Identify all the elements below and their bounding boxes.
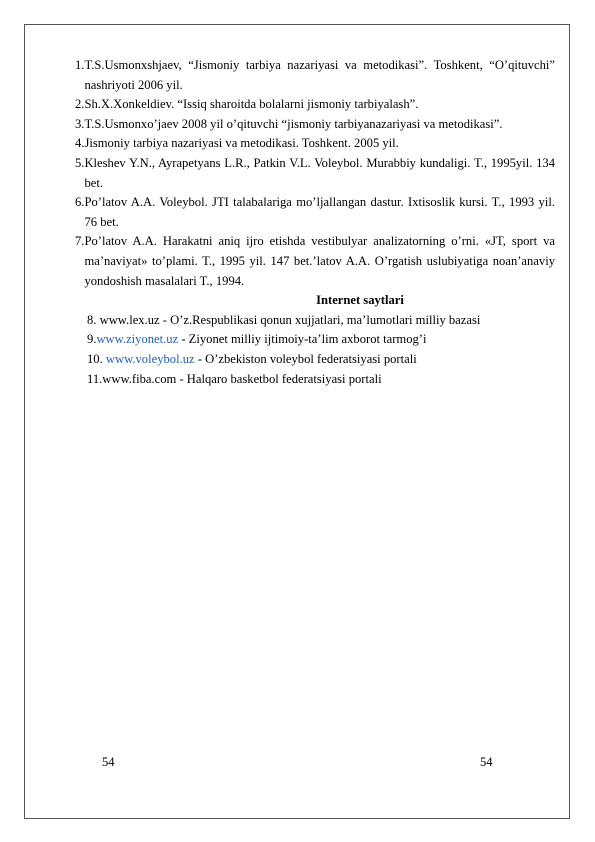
- reference-number: 7.: [75, 234, 85, 249]
- reference-item-2: [75, 95, 555, 115]
- reference-text: Po’latov A.A. Voleybol. JTI talabalariga mo’ljallangan dastur. Ixtisoslik kursi. T., 1993 yil. 76 bet.: [84, 195, 555, 229]
- reference-item-5: [75, 154, 555, 193]
- website-item-9: [75, 330, 555, 350]
- reference-number: 1.: [75, 58, 85, 72]
- reference-item-6: [75, 193, 555, 232]
- website-prefix: 8.: [87, 312, 100, 327]
- website-text: www.lex.uz - O’z.Respublikasi qonun xujjatlari, ma’lumotlari milliy bazasi: [99, 312, 481, 327]
- website-item-10: [75, 350, 555, 370]
- website-text: - O’zbekiston voleybol federatsiyasi portali: [194, 351, 417, 366]
- reference-item-3: [75, 115, 555, 135]
- website-prefix: 10.: [87, 351, 106, 366]
- reference-text: T.S.Usmonxshjaev, “Jismoniy tarbiya nazariyasi va metodikasi”. Toshkent, “O’qituvchi” nashriyoti 2006 yil.: [84, 58, 555, 92]
- website-text: www.fiba.com - Halqaro basketbol federatsiyasi portali: [102, 371, 382, 386]
- reference-number: 5.: [75, 155, 85, 170]
- reference-number: 3.: [75, 116, 85, 131]
- website-item-11: [75, 370, 555, 390]
- page-number-right: 54: [480, 755, 493, 769]
- reference-item-4: [75, 134, 555, 154]
- reference-item-7: [75, 232, 555, 291]
- ziyonet-link[interactable]: www.ziyonet.uz: [96, 332, 179, 347]
- reference-item-1: [75, 56, 555, 95]
- reference-text: Sh.X.Xonkeldiev. “Issiq sharoitda bolalarni jismoniy tarbiyalash”.: [84, 97, 419, 112]
- reference-text: Kleshev Y.N., Ayrapetyans L.R., Patkin V.L. Voleybol. Murabbiy kundaligi. T., 1995yil. 134 bet.: [84, 155, 555, 190]
- website-prefix: 9.: [87, 332, 97, 347]
- page-number-left: 54: [102, 755, 115, 769]
- website-text: - Ziyonet milliy ijtimoiy-ta’lim axborot tarmog’i: [178, 332, 427, 347]
- reference-number: 2.: [75, 97, 85, 112]
- reference-text: T.S.Usmonxo’jaev 2008 yil o’qituvchi “jismoniy tarbiyanazariyasi va metodikasi”.: [84, 116, 503, 131]
- reference-text: Jismoniy tarbiya nazariyasi va metodikasi. Toshkent. 2005 yil.: [84, 136, 399, 151]
- website-item-8: [75, 311, 555, 331]
- voleybol-link[interactable]: www.voleybol.uz: [105, 351, 195, 366]
- website-prefix: 11.: [87, 371, 103, 386]
- reference-number: 4.: [75, 136, 85, 151]
- internet-sites-heading: Internet saytlari: [316, 293, 404, 308]
- reference-number: 6.: [75, 195, 85, 210]
- reference-text: Po’latov A.A. Harakatni aniq ijro etishda vestibulyar analizatorning o’rni. «JT, sport va ma’naviyat» to’plami. T., 1995 yil. 147 bet.’latov A.A. O’rgatish uslubiyatiga noan’anaviy yondoshish masalalari T., 1994.: [84, 234, 555, 288]
- reference-list: [75, 56, 555, 389]
